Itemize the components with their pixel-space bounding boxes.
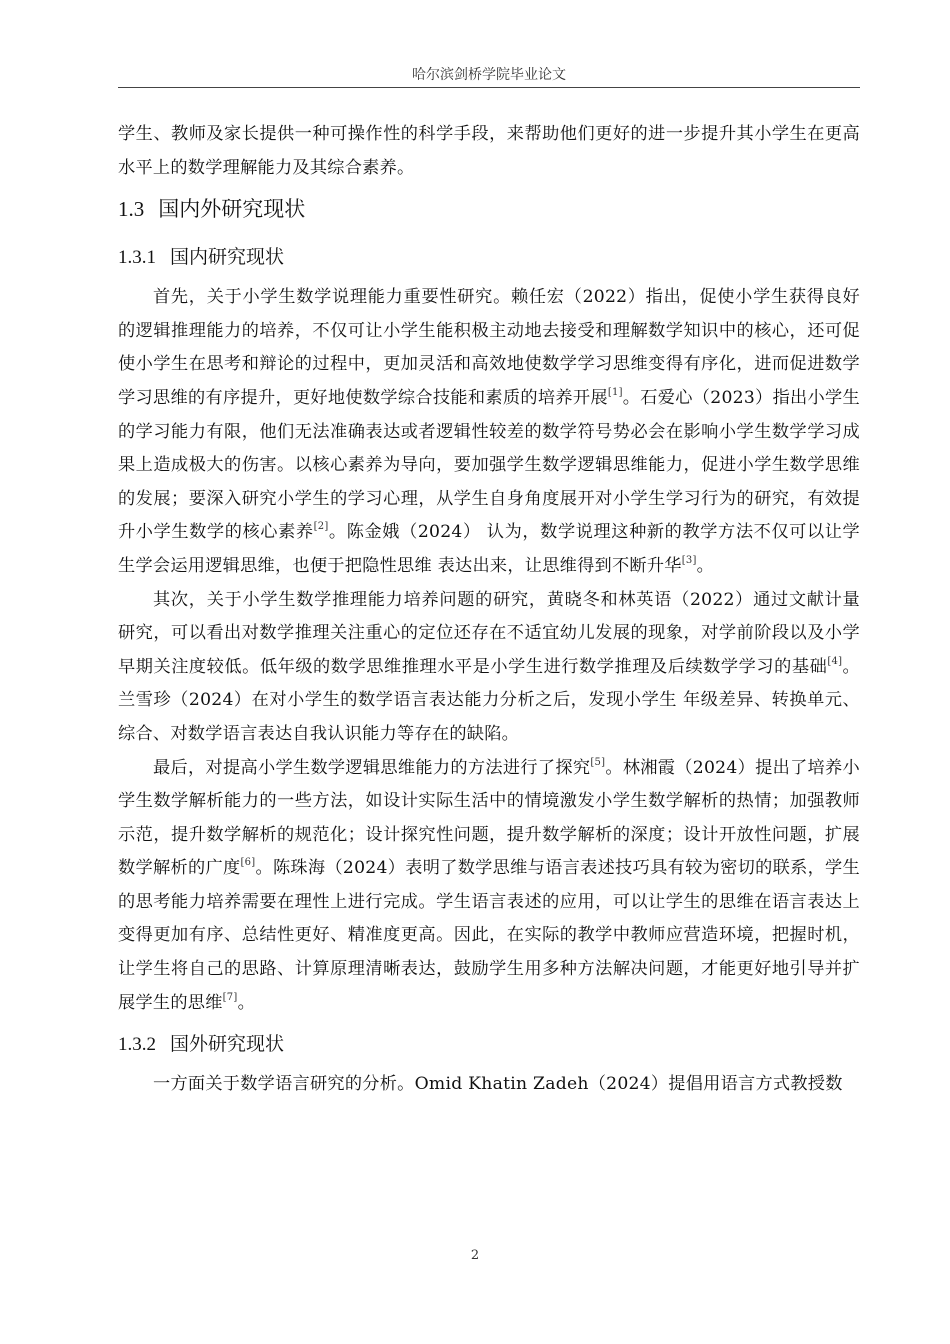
paragraph-foreign-1: 一方面关于数学语言研究的分析。Omid Khatin Zadeh（2024）提倡用语言方式教授数 xyxy=(153,1074,843,1095)
header-rule xyxy=(118,87,860,88)
section-heading-1-3-1 xyxy=(118,233,860,281)
section-heading-1-3 xyxy=(118,185,860,233)
citation-ref: [1] xyxy=(607,386,623,398)
section-title: 国内研究现状 xyxy=(170,246,285,269)
text-run: 。陈金娥（2024） 认为，数学说理这种新的教学方法不仅可以让学生学会运用逻辑思维，也便于把隐性思维 表达出来，让思维得到不断升华 xyxy=(118,522,860,576)
citation-ref: [7] xyxy=(222,991,238,1003)
section-number: 1.3.1 xyxy=(118,247,156,269)
text-run: 最后，对提高小学生数学逻辑思维能力的方法进行了探究 xyxy=(153,757,591,778)
text-run: 。林湘霞（2024）提出了培养小学生数学解析能力的一些方法，如设计实际生活中的情境激发小学生数学解析的热情；加强教师示范，提升数学解析的规范化；设计探究性问题，提升数学解析的深度；设计开放性问题，扩展数学解析的广度 xyxy=(118,757,860,879)
paragraph-domestic-2 xyxy=(118,584,860,752)
paragraph-domestic-3 xyxy=(118,752,860,1021)
text-run: 。石爱心（2023）指出小学生的学习能力有限，他们无法准确表达或者逻辑性较差的数学符号势必会在影响小学生数学学习成果上造成极大的伤害。以核心素养为导向，要加强学生数学逻辑思维能力，促进小学生数学思维的发展；要深入研究小学生的学习心理，从学生自身角度展开对小学生学习行为的研究，有效提升小学生数学的核心素养 xyxy=(118,387,860,543)
running-header: 哈尔滨剑桥学院毕业论文 xyxy=(412,67,566,83)
text-run: 。兰雪珍（2024）在对小学生的数学语言表达能力分析之后，发现小学生 年级差异、转换单元、综合、对数学语言表达自我认识能力等存在的缺陷。 xyxy=(118,656,860,744)
text-run: 。 xyxy=(237,992,256,1013)
citation-ref: [4] xyxy=(827,655,843,667)
section-number: 1.3.2 xyxy=(118,1034,156,1056)
body-text xyxy=(118,118,860,1102)
citation-ref: [6] xyxy=(240,857,256,869)
section-title: 国外研究现状 xyxy=(170,1033,285,1056)
citation-ref: [2] xyxy=(313,521,329,533)
text-run: 。 xyxy=(696,555,715,576)
section-heading-1-3-2 xyxy=(118,1020,860,1068)
text-run: 其次，关于小学生数学推理能力培养问题的研究，黄晓冬和林英语（2022）通过文献计量研究，可以看出对数学推理关注重心的定位还存在不适宜幼儿发展的现象，对学前阶段以及小学早期关注度较低。低年级的数学思维推理水平是小学生进行数学推理及后续数学学习的基础 xyxy=(118,589,860,677)
section-title: 国内外研究现状 xyxy=(158,197,306,222)
text-run: 首先，关于小学生数学说理能力重要性研究。赖任宏（2022）指出，促使小学生获得良好的逻辑推理能力的培养，不仅可让小学生能积极主动地去接受和理解数学知识中的核心，还可促使小学生在思考和辩论的过程中，更加灵活和高效地使数学学习思维变得有序化，进而促进数学学习思维的有序提升，更好地使数学综合技能和素质的培养开展 xyxy=(118,287,860,408)
section-number: 1.3 xyxy=(118,197,145,222)
citation-ref: [3] xyxy=(681,554,697,566)
text-run: 。陈珠海（2024）表明了数学思维与语言表述技巧具有较为密切的联系，学生的思考能力培养需要在理性上进行完成。学生语言表述的应用，可以让学生的思维在语言表达上变得更加有序、总结性更好、精准度更高。因此，在实际的教学中教师应营造环境，把握时机，让学生将自己的思路、计算原理清晰表达，鼓励学生用多种方法解决问题，才能更好地引导并扩展学生的思维 xyxy=(118,858,860,1013)
citation-ref: [5] xyxy=(590,756,606,768)
page-number: 2 xyxy=(470,1248,480,1263)
paragraph-domestic-1 xyxy=(118,281,860,583)
paragraph-continued: 学生、教师及家长提供一种可操作性的科学手段，来帮助他们更好的进一步提升其小学生在更高水平上的数学理解能力及其综合素养。 xyxy=(118,124,860,178)
